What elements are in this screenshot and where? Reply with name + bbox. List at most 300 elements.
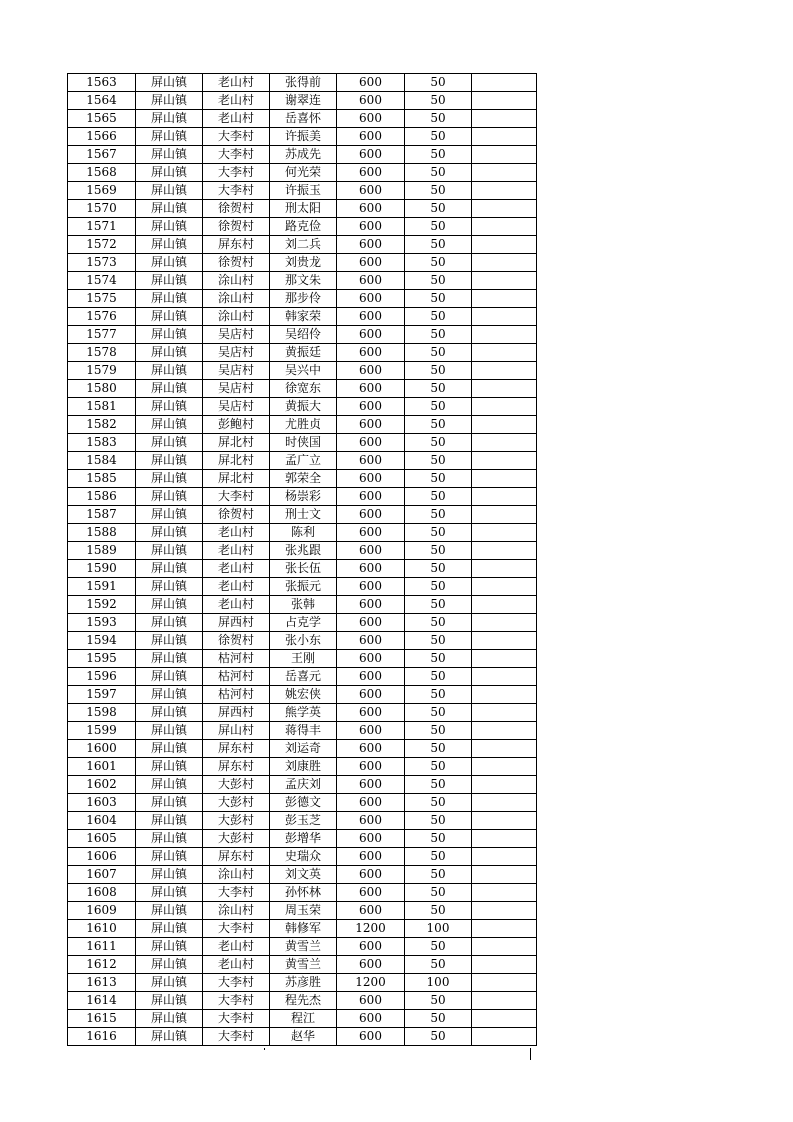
row-number-cell: 1603	[68, 794, 136, 812]
amount-cell: 50	[405, 218, 472, 236]
town-cell: 屏山镇	[136, 938, 203, 956]
village-cell: 涂山村	[203, 902, 270, 920]
row-number-cell: 1583	[68, 434, 136, 452]
table-row	[68, 326, 537, 344]
amount-cell: 50	[405, 164, 472, 182]
remark-cell	[472, 362, 537, 380]
person-name-cell: 谢翠连	[270, 92, 337, 110]
village-cell: 大李村	[203, 182, 270, 200]
row-number-cell: 1573	[68, 254, 136, 272]
table-row	[68, 686, 537, 704]
person-name-cell: 时侠国	[270, 434, 337, 452]
village-cell: 徐贺村	[203, 218, 270, 236]
remark-cell	[472, 1010, 537, 1028]
village-cell: 吴店村	[203, 362, 270, 380]
row-number-cell: 1577	[68, 326, 136, 344]
row-number-cell: 1614	[68, 992, 136, 1010]
town-cell: 屏山镇	[136, 776, 203, 794]
town-cell: 屏山镇	[136, 380, 203, 398]
table-row	[68, 524, 537, 542]
person-name-cell: 刑士文	[270, 506, 337, 524]
table-row	[68, 164, 537, 182]
remark-cell	[472, 830, 537, 848]
table-row	[68, 866, 537, 884]
person-name-cell: 姚宏侠	[270, 686, 337, 704]
table-row	[68, 920, 537, 938]
amount-cell: 50	[405, 308, 472, 326]
table-row	[68, 398, 537, 416]
row-number-cell: 1563	[68, 74, 136, 92]
village-cell: 大李村	[203, 920, 270, 938]
amount-cell: 50	[405, 1028, 472, 1046]
table-row	[68, 74, 537, 92]
person-name-cell: 张小东	[270, 632, 337, 650]
area-cell: 600	[337, 668, 405, 686]
town-cell: 屏山镇	[136, 398, 203, 416]
remark-cell	[472, 542, 537, 560]
amount-cell: 50	[405, 290, 472, 308]
town-cell: 屏山镇	[136, 650, 203, 668]
village-cell: 屏东村	[203, 848, 270, 866]
row-number-cell: 1594	[68, 632, 136, 650]
table-row	[68, 722, 537, 740]
remark-cell	[472, 560, 537, 578]
town-cell: 屏山镇	[136, 164, 203, 182]
row-number-cell: 1608	[68, 884, 136, 902]
amount-cell: 50	[405, 884, 472, 902]
person-name-cell: 熊学英	[270, 704, 337, 722]
area-cell: 600	[337, 614, 405, 632]
village-cell: 大李村	[203, 974, 270, 992]
row-number-cell: 1589	[68, 542, 136, 560]
remark-cell	[472, 416, 537, 434]
person-name-cell: 许振美	[270, 128, 337, 146]
remark-cell	[472, 380, 537, 398]
remark-cell	[472, 938, 537, 956]
town-cell: 屏山镇	[136, 524, 203, 542]
table-row	[68, 344, 537, 362]
person-name-cell: 孙怀林	[270, 884, 337, 902]
area-cell: 600	[337, 146, 405, 164]
village-cell: 大彭村	[203, 776, 270, 794]
person-name-cell: 张振元	[270, 578, 337, 596]
area-cell: 600	[337, 542, 405, 560]
person-name-cell: 黄振廷	[270, 344, 337, 362]
row-number-cell: 1576	[68, 308, 136, 326]
village-cell: 大李村	[203, 1028, 270, 1046]
remark-cell	[472, 200, 537, 218]
area-cell: 600	[337, 254, 405, 272]
table-row	[68, 740, 537, 758]
table-row	[68, 668, 537, 686]
person-name-cell: 程江	[270, 1010, 337, 1028]
remark-cell	[472, 740, 537, 758]
area-cell: 600	[337, 596, 405, 614]
person-name-cell: 苏成先	[270, 146, 337, 164]
table-border-tail-inner	[264, 1048, 265, 1050]
table-row	[68, 380, 537, 398]
village-cell: 徐贺村	[203, 506, 270, 524]
person-name-cell: 那文朱	[270, 272, 337, 290]
area-cell: 600	[337, 632, 405, 650]
area-cell: 600	[337, 128, 405, 146]
table-row	[68, 1028, 537, 1046]
row-number-cell: 1567	[68, 146, 136, 164]
village-cell: 大李村	[203, 488, 270, 506]
village-cell: 屏西村	[203, 704, 270, 722]
row-number-cell: 1599	[68, 722, 136, 740]
row-number-cell: 1578	[68, 344, 136, 362]
town-cell: 屏山镇	[136, 686, 203, 704]
village-cell: 徐贺村	[203, 632, 270, 650]
area-cell: 600	[337, 1028, 405, 1046]
table-row	[68, 992, 537, 1010]
town-cell: 屏山镇	[136, 884, 203, 902]
village-cell: 老山村	[203, 938, 270, 956]
amount-cell: 50	[405, 434, 472, 452]
spreadsheet-page	[67, 73, 531, 1046]
row-number-cell: 1569	[68, 182, 136, 200]
town-cell: 屏山镇	[136, 956, 203, 974]
row-number-cell: 1605	[68, 830, 136, 848]
table-border-tail	[530, 1048, 531, 1060]
table-row	[68, 902, 537, 920]
remark-cell	[472, 308, 537, 326]
amount-cell: 50	[405, 632, 472, 650]
row-number-cell: 1616	[68, 1028, 136, 1046]
table-row	[68, 470, 537, 488]
remark-cell	[472, 164, 537, 182]
person-name-cell: 韩家荣	[270, 308, 337, 326]
remark-cell	[472, 236, 537, 254]
town-cell: 屏山镇	[136, 272, 203, 290]
person-name-cell: 刘二兵	[270, 236, 337, 254]
area-cell: 600	[337, 74, 405, 92]
amount-cell: 100	[405, 920, 472, 938]
person-name-cell: 占克学	[270, 614, 337, 632]
town-cell: 屏山镇	[136, 290, 203, 308]
amount-cell: 50	[405, 272, 472, 290]
town-cell: 屏山镇	[136, 614, 203, 632]
person-name-cell: 黄振大	[270, 398, 337, 416]
village-cell: 老山村	[203, 92, 270, 110]
row-number-cell: 1598	[68, 704, 136, 722]
town-cell: 屏山镇	[136, 110, 203, 128]
remark-cell	[472, 272, 537, 290]
amount-cell: 50	[405, 650, 472, 668]
village-cell: 大李村	[203, 884, 270, 902]
town-cell: 屏山镇	[136, 452, 203, 470]
area-cell: 600	[337, 344, 405, 362]
town-cell: 屏山镇	[136, 632, 203, 650]
area-cell: 600	[337, 398, 405, 416]
table-row	[68, 758, 537, 776]
table-row	[68, 200, 537, 218]
row-number-cell: 1593	[68, 614, 136, 632]
amount-cell: 50	[405, 74, 472, 92]
amount-cell: 50	[405, 578, 472, 596]
amount-cell: 50	[405, 380, 472, 398]
village-cell: 涂山村	[203, 866, 270, 884]
village-cell: 大李村	[203, 146, 270, 164]
person-name-cell: 黄雪兰	[270, 956, 337, 974]
village-cell: 吴店村	[203, 344, 270, 362]
person-name-cell: 张兆跟	[270, 542, 337, 560]
amount-cell: 50	[405, 956, 472, 974]
area-cell: 600	[337, 866, 405, 884]
village-cell: 大李村	[203, 128, 270, 146]
table-row	[68, 272, 537, 290]
town-cell: 屏山镇	[136, 758, 203, 776]
amount-cell: 50	[405, 1010, 472, 1028]
person-name-cell: 杨崇彩	[270, 488, 337, 506]
row-number-cell: 1565	[68, 110, 136, 128]
table-row	[68, 506, 537, 524]
area-cell: 600	[337, 578, 405, 596]
area-cell: 600	[337, 758, 405, 776]
village-cell: 老山村	[203, 74, 270, 92]
area-cell: 600	[337, 524, 405, 542]
area-cell: 600	[337, 938, 405, 956]
table-row	[68, 938, 537, 956]
row-number-cell: 1581	[68, 398, 136, 416]
area-cell: 600	[337, 1010, 405, 1028]
remark-cell	[472, 434, 537, 452]
person-name-cell: 史瑞众	[270, 848, 337, 866]
town-cell: 屏山镇	[136, 560, 203, 578]
town-cell: 屏山镇	[136, 434, 203, 452]
person-name-cell: 许振玉	[270, 182, 337, 200]
town-cell: 屏山镇	[136, 182, 203, 200]
area-cell: 600	[337, 848, 405, 866]
town-cell: 屏山镇	[136, 146, 203, 164]
remark-cell	[472, 722, 537, 740]
area-cell: 600	[337, 272, 405, 290]
table-row	[68, 614, 537, 632]
person-name-cell: 韩修军	[270, 920, 337, 938]
village-cell: 涂山村	[203, 272, 270, 290]
village-cell: 屏东村	[203, 236, 270, 254]
area-cell: 600	[337, 218, 405, 236]
remark-cell	[472, 146, 537, 164]
table-body	[68, 74, 537, 1046]
person-name-cell: 刘文英	[270, 866, 337, 884]
person-name-cell: 尤胜贞	[270, 416, 337, 434]
village-cell: 大李村	[203, 992, 270, 1010]
town-cell: 屏山镇	[136, 812, 203, 830]
amount-cell: 50	[405, 146, 472, 164]
amount-cell: 50	[405, 200, 472, 218]
village-cell: 屏西村	[203, 614, 270, 632]
remark-cell	[472, 92, 537, 110]
row-number-cell: 1570	[68, 200, 136, 218]
row-number-cell: 1590	[68, 560, 136, 578]
town-cell: 屏山镇	[136, 218, 203, 236]
remark-cell	[472, 578, 537, 596]
table-row	[68, 848, 537, 866]
table-row	[68, 146, 537, 164]
table-row	[68, 974, 537, 992]
remark-cell	[472, 758, 537, 776]
village-cell: 屏北村	[203, 470, 270, 488]
town-cell: 屏山镇	[136, 740, 203, 758]
town-cell: 屏山镇	[136, 1028, 203, 1046]
remark-cell	[472, 668, 537, 686]
person-name-cell: 孟庆刘	[270, 776, 337, 794]
town-cell: 屏山镇	[136, 128, 203, 146]
village-cell: 徐贺村	[203, 200, 270, 218]
amount-cell: 50	[405, 452, 472, 470]
town-cell: 屏山镇	[136, 344, 203, 362]
area-cell: 600	[337, 380, 405, 398]
remark-cell	[472, 686, 537, 704]
village-cell: 大李村	[203, 164, 270, 182]
remark-cell	[472, 614, 537, 632]
row-number-cell: 1609	[68, 902, 136, 920]
remark-cell	[472, 1028, 537, 1046]
remark-cell	[472, 920, 537, 938]
person-name-cell: 王刚	[270, 650, 337, 668]
remark-cell	[472, 650, 537, 668]
table-row	[68, 542, 537, 560]
town-cell: 屏山镇	[136, 326, 203, 344]
table-row	[68, 812, 537, 830]
row-number-cell: 1584	[68, 452, 136, 470]
table-row	[68, 578, 537, 596]
amount-cell: 50	[405, 470, 472, 488]
row-number-cell: 1592	[68, 596, 136, 614]
remark-cell	[472, 794, 537, 812]
row-number-cell: 1575	[68, 290, 136, 308]
row-number-cell: 1585	[68, 470, 136, 488]
area-cell: 600	[337, 110, 405, 128]
village-cell: 枯河村	[203, 650, 270, 668]
person-name-cell: 苏彦胜	[270, 974, 337, 992]
amount-cell: 50	[405, 740, 472, 758]
person-name-cell: 黄雪兰	[270, 938, 337, 956]
town-cell: 屏山镇	[136, 794, 203, 812]
town-cell: 屏山镇	[136, 866, 203, 884]
table-row	[68, 110, 537, 128]
area-cell: 600	[337, 434, 405, 452]
row-number-cell: 1596	[68, 668, 136, 686]
amount-cell: 50	[405, 992, 472, 1010]
area-cell: 600	[337, 488, 405, 506]
table-row	[68, 254, 537, 272]
remark-cell	[472, 326, 537, 344]
town-cell: 屏山镇	[136, 416, 203, 434]
row-number-cell: 1582	[68, 416, 136, 434]
table-row	[68, 308, 537, 326]
area-cell: 600	[337, 362, 405, 380]
town-cell: 屏山镇	[136, 254, 203, 272]
data-table	[67, 73, 537, 1046]
town-cell: 屏山镇	[136, 1010, 203, 1028]
village-cell: 彭鲍村	[203, 416, 270, 434]
person-name-cell: 岳喜元	[270, 668, 337, 686]
amount-cell: 50	[405, 596, 472, 614]
remark-cell	[472, 290, 537, 308]
remark-cell	[472, 776, 537, 794]
row-number-cell: 1595	[68, 650, 136, 668]
person-name-cell: 何光荣	[270, 164, 337, 182]
village-cell: 吴店村	[203, 326, 270, 344]
remark-cell	[472, 254, 537, 272]
village-cell: 屏北村	[203, 452, 270, 470]
area-cell: 600	[337, 956, 405, 974]
area-cell: 600	[337, 794, 405, 812]
remark-cell	[472, 956, 537, 974]
amount-cell: 50	[405, 92, 472, 110]
remark-cell	[472, 632, 537, 650]
village-cell: 老山村	[203, 578, 270, 596]
amount-cell: 50	[405, 938, 472, 956]
remark-cell	[472, 704, 537, 722]
area-cell: 600	[337, 290, 405, 308]
row-number-cell: 1574	[68, 272, 136, 290]
town-cell: 屏山镇	[136, 236, 203, 254]
amount-cell: 50	[405, 794, 472, 812]
amount-cell: 50	[405, 110, 472, 128]
town-cell: 屏山镇	[136, 488, 203, 506]
row-number-cell: 1602	[68, 776, 136, 794]
table-row	[68, 434, 537, 452]
village-cell: 屏山村	[203, 722, 270, 740]
row-number-cell: 1601	[68, 758, 136, 776]
person-name-cell: 吴绍伶	[270, 326, 337, 344]
village-cell: 屏北村	[203, 434, 270, 452]
amount-cell: 50	[405, 704, 472, 722]
village-cell: 老山村	[203, 110, 270, 128]
area-cell: 600	[337, 776, 405, 794]
table-row	[68, 632, 537, 650]
table-row	[68, 290, 537, 308]
amount-cell: 50	[405, 902, 472, 920]
row-number-cell: 1572	[68, 236, 136, 254]
person-name-cell: 郭荣全	[270, 470, 337, 488]
person-name-cell: 周玉荣	[270, 902, 337, 920]
village-cell: 徐贺村	[203, 254, 270, 272]
village-cell: 吴店村	[203, 380, 270, 398]
person-name-cell: 路克俭	[270, 218, 337, 236]
row-number-cell: 1591	[68, 578, 136, 596]
table-row	[68, 452, 537, 470]
person-name-cell: 岳喜怀	[270, 110, 337, 128]
amount-cell: 50	[405, 812, 472, 830]
town-cell: 屏山镇	[136, 200, 203, 218]
area-cell: 600	[337, 740, 405, 758]
row-number-cell: 1604	[68, 812, 136, 830]
village-cell: 涂山村	[203, 308, 270, 326]
area-cell: 600	[337, 812, 405, 830]
row-number-cell: 1580	[68, 380, 136, 398]
table-row	[68, 794, 537, 812]
amount-cell: 50	[405, 848, 472, 866]
remark-cell	[472, 128, 537, 146]
amount-cell: 50	[405, 866, 472, 884]
village-cell: 枯河村	[203, 668, 270, 686]
remark-cell	[472, 110, 537, 128]
town-cell: 屏山镇	[136, 668, 203, 686]
amount-cell: 50	[405, 416, 472, 434]
remark-cell	[472, 506, 537, 524]
town-cell: 屏山镇	[136, 848, 203, 866]
area-cell: 600	[337, 182, 405, 200]
remark-cell	[472, 902, 537, 920]
row-number-cell: 1571	[68, 218, 136, 236]
person-name-cell: 彭玉芝	[270, 812, 337, 830]
amount-cell: 50	[405, 722, 472, 740]
